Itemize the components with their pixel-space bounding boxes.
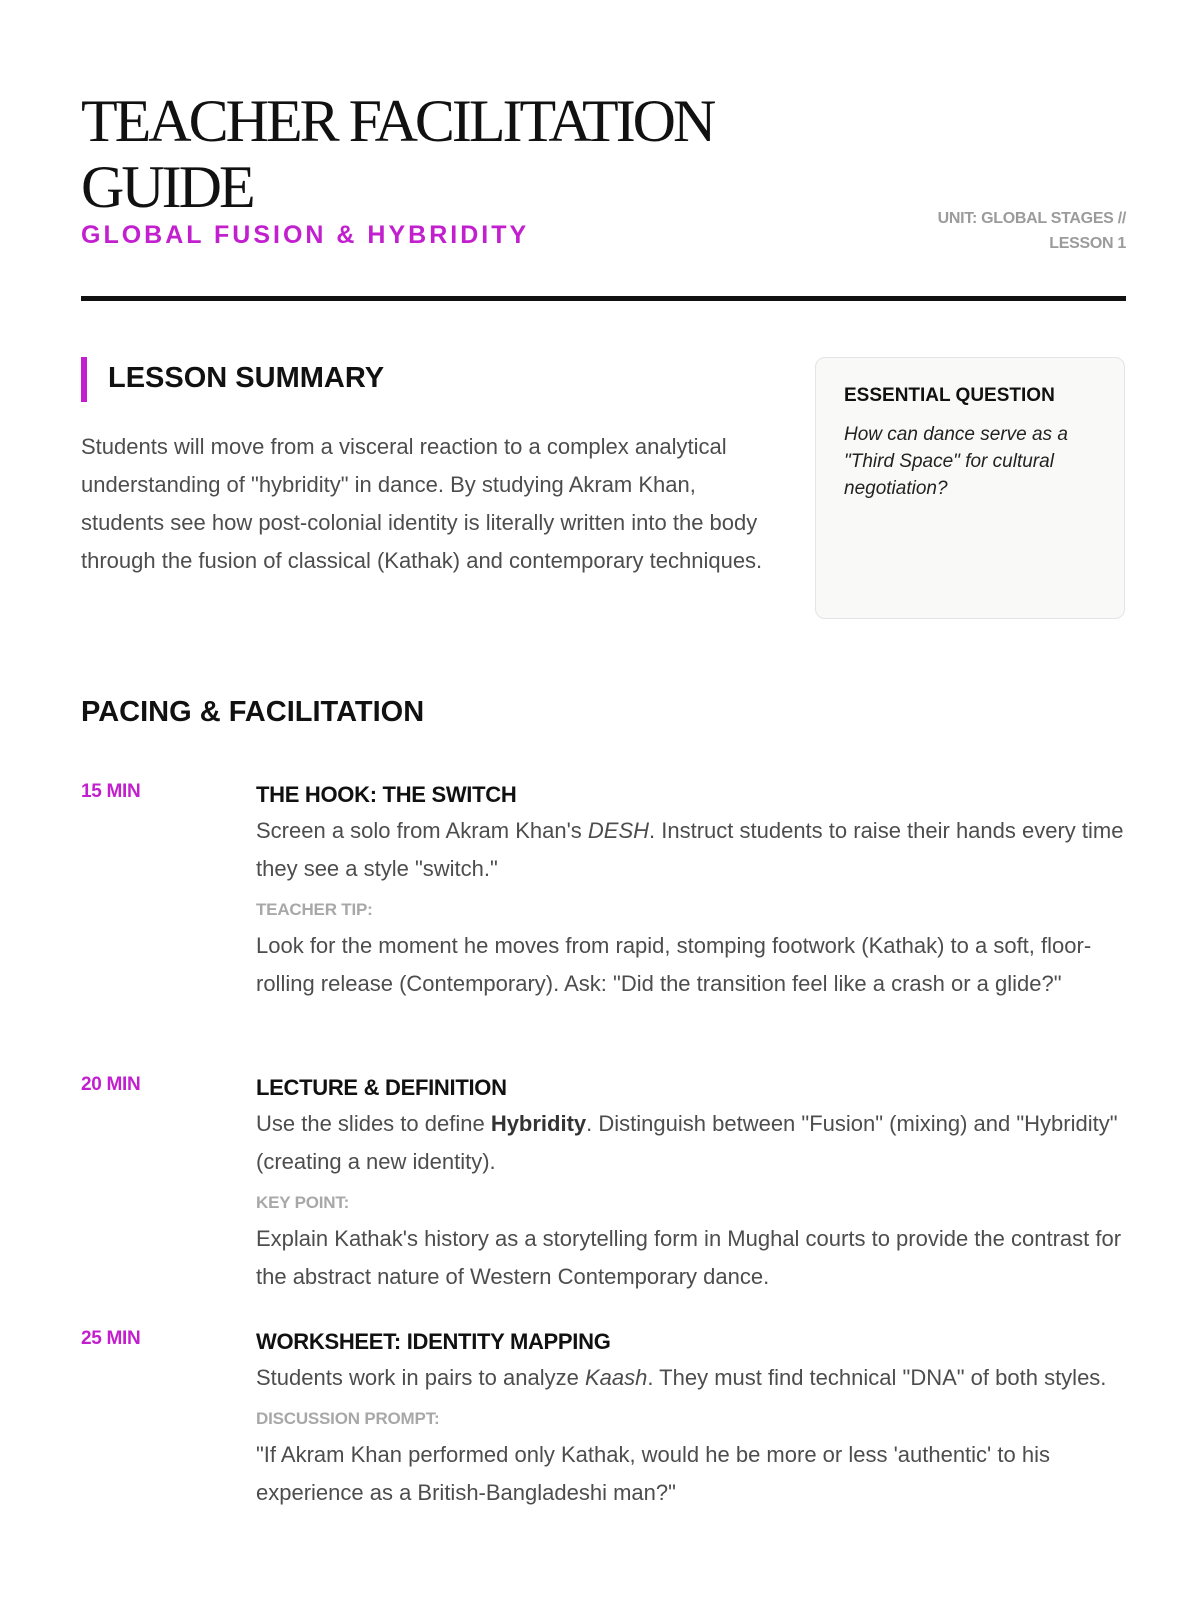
essential-question-heading: ESSENTIAL QUESTION [844, 385, 1055, 406]
page-title: TEACHER FACILITATION GUIDE [81, 88, 714, 220]
essential-question-card [815, 357, 1125, 619]
key-term: Hybridity [490, 1111, 587, 1136]
lesson-line: LESSON 1 [1049, 235, 1126, 252]
header-divider [81, 296, 1126, 301]
page-subtitle: GLOBAL FUSION & HYBRIDITY [81, 221, 530, 249]
essential-question-text: How can dance serve as a "Third Space" for cultural negotiation? [844, 424, 1068, 499]
key-point-label: KEY POINT: [256, 1193, 350, 1212]
summary-heading: LESSON SUMMARY [108, 362, 385, 394]
step-description: Screen a solo from Akram Khan's DESH. Instruct students to raise their hands every time they see a style "switch." [256, 818, 1124, 881]
work-title: Kaash [584, 1365, 648, 1390]
work-title: DESH [587, 818, 650, 843]
step-description: Use the slides to define Hybridity. Distinguish between "Fusion" (mixing) and "Hybridity" (creating a new identity). [256, 1111, 1118, 1174]
step-body [256, 780, 1126, 1003]
discussion-prompt-text: "If Akram Khan performed only Kathak, would he be more or less 'authentic' to his experience as a British-Bangladeshi man?" [256, 1442, 1050, 1505]
tip-label: TEACHER TIP: [256, 900, 373, 919]
step-time: 20 MIN [81, 1074, 141, 1095]
step-time: 15 MIN [81, 781, 141, 802]
step-body [256, 1073, 1126, 1296]
step-description: Students work in pairs to analyze Kaash. They must find technical "DNA" of both styles. [256, 1365, 1107, 1390]
step-title: WORKSHEET: IDENTITY MAPPING [256, 1329, 611, 1354]
unit-lesson-label [866, 206, 1126, 256]
discussion-prompt-label: DISCUSSION PROMPT: [256, 1409, 440, 1428]
step-time: 25 MIN [81, 1328, 141, 1349]
summary-text: Students will move from a visceral reaction to a complex analytical understanding of "hybridity" in dance. By studying Akram Khan, students see how post-colonial identity is literally written into the body through the fusion of classical (Kathak) and contemporary techniques. [81, 434, 763, 573]
step-title: THE HOOK: THE SWITCH [256, 782, 517, 807]
summary-accent-bar [81, 357, 87, 402]
key-point-text: Explain Kathak's history as a storytelling form in Mughal courts to provide the contrast for the abstract nature of Western Contemporary dance. [256, 1226, 1122, 1289]
step-body [256, 1327, 1126, 1512]
unit-line: UNIT: GLOBAL STAGES // [937, 210, 1126, 227]
tip-text: Look for the moment he moves from rapid, stomping footwork (Kathak) to a soft, floor-rolling release (Contemporary). Ask: "Did the transition feel like a crash or a glide?" [256, 933, 1092, 996]
step-title: LECTURE & DEFINITION [256, 1075, 507, 1100]
pacing-heading: PACING & FACILITATION [81, 696, 425, 728]
